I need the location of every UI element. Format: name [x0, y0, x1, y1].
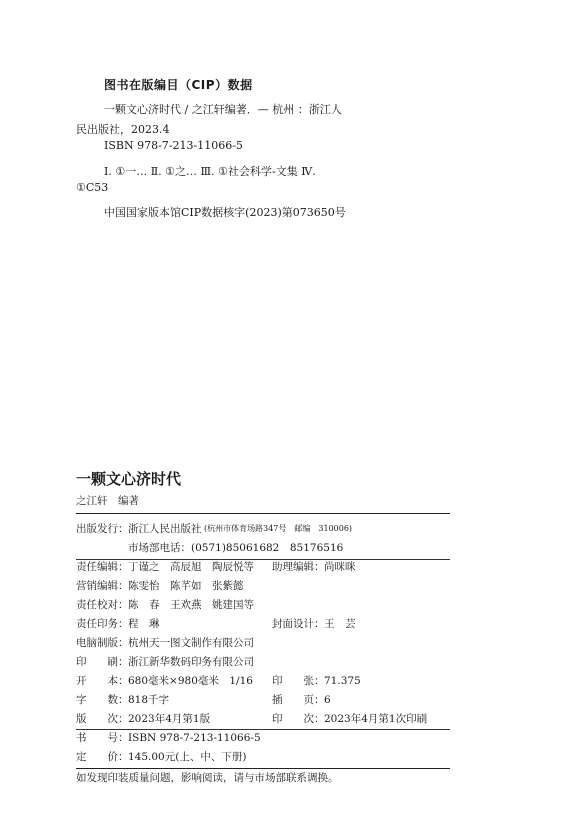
cip-isbn-line: ISBN 978-7-213-11066-5 [104, 139, 243, 152]
publisher-address: (杭州市体育场路347号 邮编 310006) [204, 524, 353, 533]
book-author: 之江轩 编著 [76, 495, 139, 507]
cip-classification-line: Ⅰ. ①一… Ⅱ. ①之… Ⅲ. ①社会科学-文集 Ⅳ. [104, 165, 316, 178]
price-row [76, 748, 450, 766]
words-row [76, 691, 450, 709]
format-row [76, 672, 450, 690]
isbn: ISBN 978-7-213-11066-5 [128, 732, 261, 744]
printer-row [76, 653, 450, 671]
printing-label: 印 次： [272, 713, 325, 725]
edition: 2023年4月第1版 [128, 713, 211, 725]
proofreader-label: 责任校对： [76, 599, 129, 611]
publisher-row [76, 520, 450, 538]
format-label: 开 本： [76, 675, 129, 687]
price: 145.00元(上、中、下册) [128, 751, 247, 763]
cip-approval-number: 中国国家版本馆CIP数据核字(2023)第073650号 [104, 206, 346, 219]
typesetting-row [76, 634, 450, 652]
isbn-label: 书 号： [76, 732, 129, 744]
responsible-editor: 丁谨之 高辰旭 陶辰悦等 [128, 561, 254, 573]
quality-notice: 如发现印装质量问题，影响阅读，请与市场部联系调换。 [76, 772, 339, 784]
top-divider [76, 513, 450, 514]
sheets: 71.375 [324, 675, 361, 687]
marketing-editor: 陈雯怡 陈芊如 张紫懿 [128, 580, 244, 592]
phone-number: (0571)85061682 85176516 [191, 542, 344, 554]
proofreader: 陈 春 王欢燕 姚建国等 [128, 599, 254, 611]
words: 818千字 [128, 694, 170, 706]
publisher-name: 浙江人民出版社 [128, 523, 202, 535]
cip-heading: 图书在版编目（CIP）数据 [104, 78, 253, 92]
bottom-divider [76, 768, 450, 769]
cover-design: 王 芸 [324, 618, 356, 630]
cover-design-label: 封面设计： [272, 618, 325, 630]
plates: 6 [324, 694, 331, 706]
printer: 浙江新华数码印务有限公司 [128, 656, 254, 668]
format: 680毫米×980毫米 1/16 [128, 675, 253, 687]
marketing-row [76, 577, 450, 595]
cip-classification-line: ①C53 [76, 181, 109, 194]
words-label: 字 数： [76, 694, 129, 706]
printing: 2023年4月第1次印刷 [324, 713, 428, 725]
typesetting-label: 电脑制版： [76, 637, 129, 649]
responsible-editor-label: 责任编辑： [76, 561, 129, 573]
printer-label: 印 刷： [76, 656, 129, 668]
phone-label: 市场部电话： [128, 542, 191, 554]
price-label: 定 价： [76, 751, 129, 763]
print-supervisor-label: 责任印务： [76, 618, 129, 630]
cip-record-line: 一颗文心济时代 / 之江轩编著．— 杭州 ：浙江人 [104, 103, 342, 116]
editor-row [76, 558, 450, 576]
proofreader-row [76, 596, 450, 614]
phone-row [76, 539, 450, 557]
cip-record-line: 民出版社，2023.4 [76, 123, 170, 136]
publisher-label: 出版发行： [76, 523, 129, 535]
assistant-editor: 尚咪咪 [324, 561, 356, 573]
edition-row [76, 710, 450, 728]
edition-label: 版 次： [76, 713, 129, 725]
typesetting: 杭州天一图文制作有限公司 [128, 637, 254, 649]
assistant-editor-label: 助理编辑： [272, 561, 325, 573]
book-title: 一颗文心济时代 [76, 470, 182, 488]
isbn-row [76, 729, 450, 747]
print-supervisor: 程 琳 [128, 618, 160, 630]
print-supervisor-row [76, 615, 450, 633]
sheets-label: 印 张： [272, 675, 325, 687]
plates-label: 插 页： [272, 694, 325, 706]
marketing-editor-label: 营销编辑： [76, 580, 129, 592]
